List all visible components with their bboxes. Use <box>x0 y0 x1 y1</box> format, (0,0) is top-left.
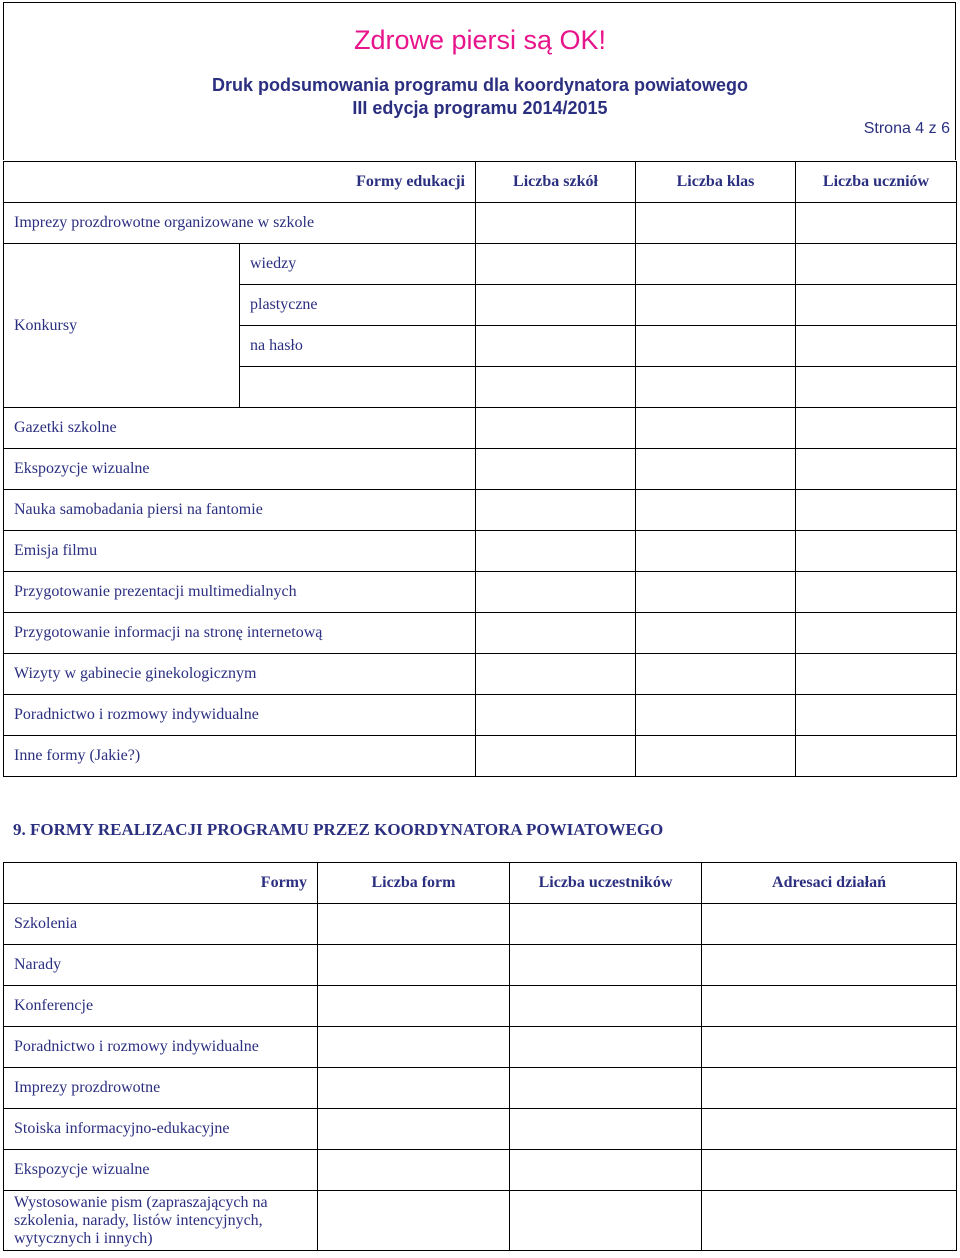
input-cell[interactable] <box>796 367 957 408</box>
table-header-row <box>4 863 957 904</box>
input-cell[interactable] <box>510 945 702 986</box>
table-row <box>4 736 957 777</box>
table-row <box>4 449 957 490</box>
input-cell[interactable] <box>796 572 957 613</box>
input-cell[interactable] <box>796 285 957 326</box>
table-row <box>4 1109 957 1150</box>
row-label: Przygotowanie prezentacji multimedialnych <box>4 572 476 613</box>
page-number: Strona 4 z 6 <box>863 120 950 137</box>
input-cell[interactable] <box>636 326 796 367</box>
header-school-count: Liczba szkół <box>476 162 636 203</box>
table-row <box>4 695 957 736</box>
row-label: Stoiska informacyjno-edukacyjne <box>4 1109 318 1150</box>
table-row <box>4 490 957 531</box>
header-forms-education: Formy edukacji <box>4 162 476 203</box>
input-cell[interactable] <box>796 490 957 531</box>
table-row <box>4 408 957 449</box>
header-forms: Formy <box>4 863 318 904</box>
row-sublabel: na hasło <box>240 326 476 367</box>
row-label: Szkolenia <box>4 904 318 945</box>
table-row <box>4 1191 957 1251</box>
input-cell[interactable] <box>702 1109 957 1150</box>
row-label: Gazetki szkolne <box>4 408 476 449</box>
table-header-row <box>4 162 957 203</box>
input-cell[interactable] <box>636 654 796 695</box>
input-cell[interactable] <box>796 449 957 490</box>
input-cell[interactable] <box>318 904 510 945</box>
input-cell[interactable] <box>796 326 957 367</box>
table-row <box>4 904 957 945</box>
row-label: Imprezy prozdrowotne organizowane w szkole <box>4 203 476 244</box>
input-cell[interactable] <box>318 986 510 1027</box>
input-cell[interactable] <box>318 1191 510 1251</box>
row-label: Poradnictwo i rozmowy indywidualne <box>4 695 476 736</box>
input-cell[interactable] <box>702 1191 957 1251</box>
table-row <box>4 654 957 695</box>
section-title: 9. FORMY REALIZACJI PROGRAMU PRZEZ KOORDYNATORA POWIATOWEGO <box>13 820 664 839</box>
input-cell[interactable] <box>476 572 636 613</box>
input-cell[interactable] <box>636 695 796 736</box>
row-label: Ekspozycje wizualne <box>4 1150 318 1191</box>
row-label: Imprezy prozdrowotne <box>4 1068 318 1109</box>
table-row <box>4 945 957 986</box>
table-row <box>4 572 957 613</box>
header-student-count: Liczba uczniów <box>796 162 957 203</box>
input-cell[interactable] <box>636 572 796 613</box>
input-cell[interactable] <box>636 613 796 654</box>
table-row <box>4 203 957 244</box>
input-cell[interactable] <box>702 1068 957 1109</box>
row-label: Nauka samobadania piersi na fantomie <box>4 490 476 531</box>
table-row <box>4 1150 957 1191</box>
table-row <box>4 1027 957 1068</box>
input-cell[interactable] <box>476 285 636 326</box>
input-cell[interactable] <box>796 244 957 285</box>
input-cell[interactable] <box>476 531 636 572</box>
input-cell[interactable] <box>636 531 796 572</box>
row-label: Ekspozycje wizualne <box>4 449 476 490</box>
input-cell[interactable] <box>476 613 636 654</box>
input-cell[interactable] <box>476 367 636 408</box>
input-cell[interactable] <box>318 945 510 986</box>
input-cell[interactable] <box>702 1150 957 1191</box>
input-cell[interactable] <box>510 1191 702 1251</box>
input-cell[interactable] <box>796 736 957 777</box>
row-sublabel: wiedzy <box>240 244 476 285</box>
input-cell[interactable] <box>702 1027 957 1068</box>
input-cell[interactable] <box>476 449 636 490</box>
document-subtitle: Druk podsumowania programu dla koordynatora powiatowego <box>211 75 749 95</box>
header-form-count: Liczba form <box>318 863 510 904</box>
input-cell[interactable] <box>796 531 957 572</box>
row-label: Emisja filmu <box>4 531 476 572</box>
input-cell[interactable] <box>476 736 636 777</box>
table-row <box>4 613 957 654</box>
table-row <box>4 531 957 572</box>
row-label-konkursy: Konkursy <box>4 244 240 408</box>
program-title: Zdrowe piersi są OK! <box>353 25 607 55</box>
row-label: Wizyty w gabinecie ginekologicznym <box>4 654 476 695</box>
input-cell[interactable] <box>318 1068 510 1109</box>
input-cell[interactable] <box>476 408 636 449</box>
input-cell[interactable] <box>318 1109 510 1150</box>
input-cell[interactable] <box>510 986 702 1027</box>
input-cell[interactable] <box>510 1150 702 1191</box>
edition-subtitle: III edycja programu 2014/2015 <box>352 98 608 118</box>
row-label: Narady <box>4 945 318 986</box>
input-cell[interactable] <box>636 203 796 244</box>
input-cell[interactable] <box>476 654 636 695</box>
input-cell[interactable] <box>510 1068 702 1109</box>
header-class-count: Liczba klas <box>636 162 796 203</box>
input-cell[interactable] <box>476 244 636 285</box>
input-cell[interactable] <box>796 613 957 654</box>
input-cell[interactable] <box>510 1109 702 1150</box>
input-cell[interactable] <box>476 695 636 736</box>
row-label: Konferencje <box>4 986 318 1027</box>
row-label: Inne formy (Jakie?) <box>4 736 476 777</box>
input-cell[interactable] <box>702 945 957 986</box>
input-cell[interactable] <box>636 490 796 531</box>
input-cell[interactable] <box>702 986 957 1027</box>
input-cell[interactable] <box>702 904 957 945</box>
education-forms-table <box>3 161 957 777</box>
input-cell[interactable] <box>796 408 957 449</box>
input-cell[interactable] <box>636 408 796 449</box>
input-cell[interactable] <box>636 367 796 408</box>
input-cell[interactable] <box>476 490 636 531</box>
implementation-forms-table <box>3 862 957 1251</box>
input-cell[interactable] <box>796 203 957 244</box>
table-row <box>4 244 957 285</box>
input-cell[interactable] <box>796 695 957 736</box>
input-cell[interactable] <box>318 1027 510 1068</box>
header-participant-count: Liczba uczestników <box>510 863 702 904</box>
input-cell[interactable] <box>510 904 702 945</box>
input-cell[interactable] <box>476 203 636 244</box>
row-sublabel-empty <box>240 367 476 408</box>
row-label: Poradnictwo i rozmowy indywidualne <box>4 1027 318 1068</box>
input-cell[interactable] <box>636 736 796 777</box>
input-cell[interactable] <box>476 326 636 367</box>
row-label: Przygotowanie informacji na stronę internetową <box>4 613 476 654</box>
header-recipients: Adresaci działań <box>702 863 957 904</box>
table-row <box>4 1068 957 1109</box>
input-cell[interactable] <box>636 449 796 490</box>
input-cell[interactable] <box>636 285 796 326</box>
input-cell[interactable] <box>636 244 796 285</box>
row-label: Wystosowanie pism (zapraszających na szkolenia, narady, listów intencyjnych, wytycznych i innych) <box>4 1191 318 1251</box>
input-cell[interactable] <box>510 1027 702 1068</box>
table-row <box>4 986 957 1027</box>
input-cell[interactable] <box>318 1150 510 1191</box>
row-sublabel: plastyczne <box>240 285 476 326</box>
input-cell[interactable] <box>796 654 957 695</box>
